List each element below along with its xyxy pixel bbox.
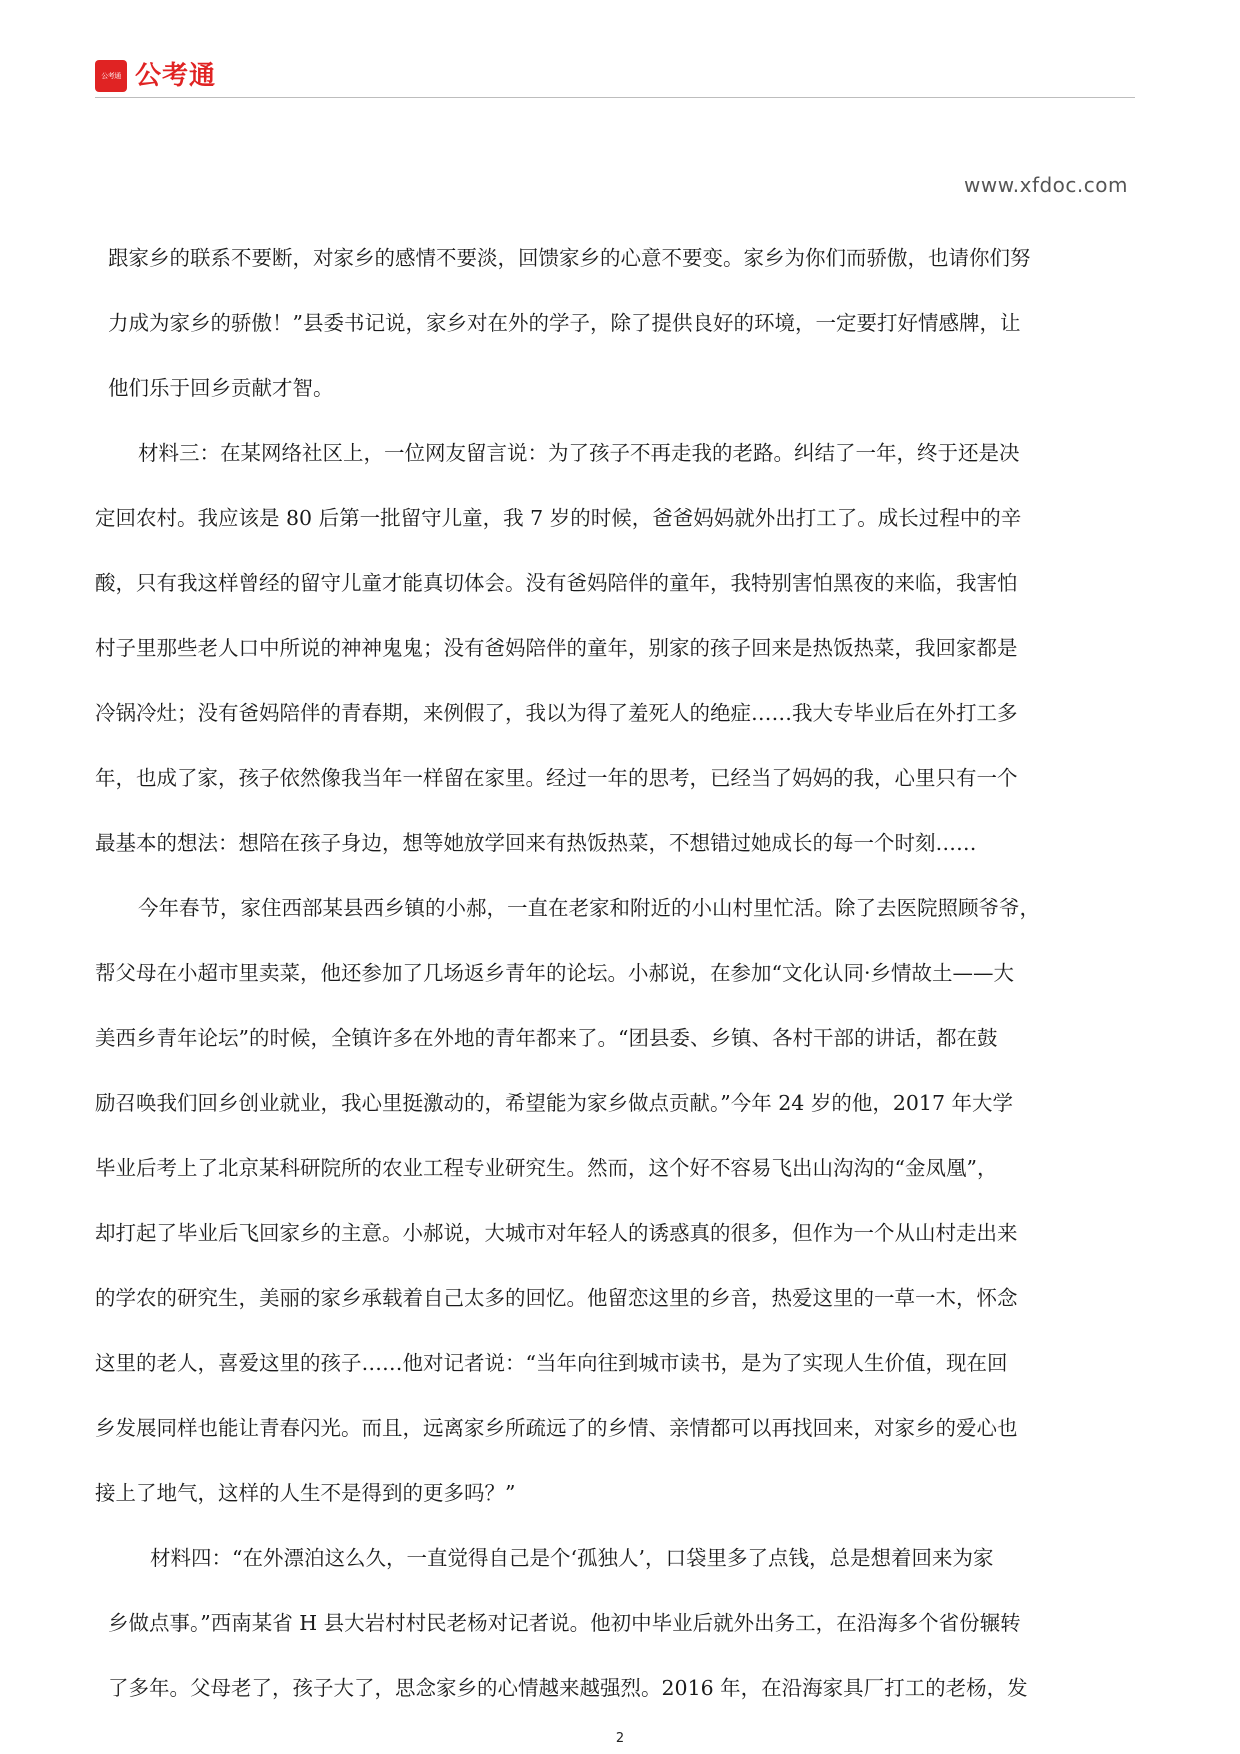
text-line: 今年春节，家住西部某县西乡镇的小郝，一直在老家和附近的小山村里忙活。除了去医院照顾爷爷， [138, 896, 1040, 920]
text-line: 冷锅冷灶；没有爸妈陪伴的青春期，来例假了，我以为得了羞死人的绝症……我大专毕业后在外打工多 [95, 701, 1018, 725]
text-line: 跟家乡的联系不要断，对家乡的感情不要淡，回馈家乡的心意不要变。家乡为你们而骄傲，也请你们努 [108, 246, 1031, 270]
text-line: 材料三：在某网络社区上，一位网友留言说：为了孩子不再走我的老路。纠结了一年，终于还是决 [138, 441, 1020, 465]
text-line: 却打起了毕业后飞回家乡的主意。小郝说，大城市对年轻人的诱惑真的很多，但作为一个从山村走出来 [95, 1221, 1018, 1245]
logo-text: 公考通 [135, 61, 217, 91]
text-line: 乡做点事。”西南某省 H 县大岩村村民老杨对记者说。他初中毕业后就外出务工，在沿海多个省份辗转 [108, 1611, 1021, 1635]
text-line: 最基本的想法：想陪在孩子身边，想等她放学回来有热饭热菜，不想错过她成长的每一个时刻…… [95, 831, 977, 855]
text-line: 了多年。父母老了，孩子大了，思念家乡的心情越来越强烈。2016 年，在沿海家具厂打工的老杨，发 [108, 1676, 1028, 1700]
text-line: 美西乡青年论坛”的时候，全镇许多在外地的青年都来了。“团县委、乡镇、各村干部的讲话，都在鼓 [95, 1026, 998, 1050]
text-line: 励召唤我们回乡创业就业，我心里挺激动的，希望能为家乡做点贡献。”今年 24 岁的他，2017 年大学 [95, 1091, 1014, 1115]
text-line: 他们乐于回乡贡献才智。 [108, 376, 334, 400]
text-line: 这里的老人，喜爱这里的孩子……他对记者说：“当年向往到城市读书，是为了实现人生价值，现在回 [95, 1351, 1008, 1375]
watermark-url: www.xfdoc.com [964, 173, 1128, 197]
page-number: 2 [615, 1731, 625, 1746]
text-line: 年，也成了家，孩子依然像我当年一样留在家里。经过一年的思考，已经当了妈妈的我，心里只有一个 [95, 766, 1018, 790]
text-line: 的学农的研究生，美丽的家乡承载着自己太多的回忆。他留恋这里的乡音，热爱这里的一草一木，怀念 [95, 1286, 1018, 1310]
logo-badge: 公考通 [95, 60, 127, 92]
text-line: 乡发展同样也能让青春闪光。而且，远离家乡所疏远了的乡情、亲情都可以再找回来，对家乡的爱心也 [95, 1416, 1018, 1440]
text-line: 村子里那些老人口中所说的神神鬼鬼；没有爸妈陪伴的童年，别家的孩子回来是热饭热菜，我回家都是 [95, 636, 1018, 660]
text-line: 力成为家乡的骄傲！”县委书记说，家乡对在外的学子，除了提供良好的环境，一定要打好情感牌，让 [108, 311, 1021, 335]
text-line: 定回农村。我应该是 80 后第一批留守儿童，我 7 岁的时候，爸爸妈妈就外出打工了。成长过程中的辛 [95, 506, 1022, 530]
text-line: 酸，只有我这样曾经的留守儿童才能真切体会。没有爸妈陪伴的童年，我特别害怕黑夜的来临，我害怕 [95, 571, 1018, 595]
text-line: 帮父母在小超市里卖菜，他还参加了几场返乡青年的论坛。小郝说，在参加“文化认同·乡情故土——大 [95, 961, 1014, 985]
text-line: 材料四：“在外漂泊这么久，一直觉得自己是个‘孤独人’，口袋里多了点钱，总是想着回来为家 [150, 1546, 994, 1570]
text-line: 毕业后考上了北京某科研院所的农业工程专业研究生。然而，这个好不容易飞出山沟沟的“金凤凰”， [95, 1156, 998, 1180]
header-divider [95, 97, 1135, 98]
text-line: 接上了地气，这样的人生不是得到的更多吗？” [95, 1481, 516, 1505]
page-header [95, 58, 1135, 98]
